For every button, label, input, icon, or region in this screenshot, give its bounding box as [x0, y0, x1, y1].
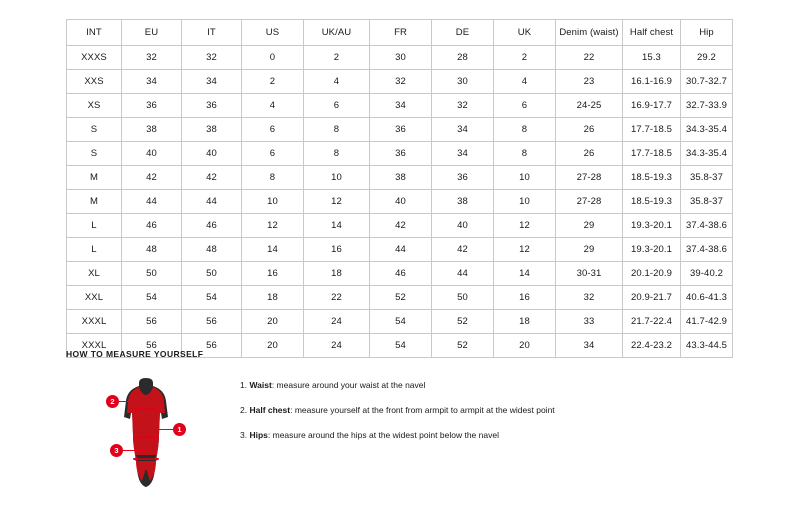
table-cell: 18 — [304, 262, 370, 286]
table-row — [67, 190, 733, 214]
table-cell: S — [67, 118, 122, 142]
table-row — [67, 142, 733, 166]
table-cell: XXXS — [67, 46, 122, 70]
table-cell: 8 — [304, 118, 370, 142]
measure-note-waist — [240, 379, 555, 392]
table-cell: 56 — [182, 334, 242, 358]
table-cell: 35.8-37 — [681, 190, 733, 214]
table-cell: 54 — [370, 310, 432, 334]
table-cell: 8 — [494, 142, 556, 166]
table-row — [67, 310, 733, 334]
table-cell: XXXL — [67, 310, 122, 334]
table-cell: 10 — [494, 166, 556, 190]
table-cell: 34 — [122, 70, 182, 94]
table-cell: 20 — [494, 334, 556, 358]
table-cell: 32 — [432, 94, 494, 118]
table-cell: 40 — [432, 214, 494, 238]
table-cell: M — [67, 166, 122, 190]
table-cell: 52 — [370, 286, 432, 310]
table-cell: 12 — [494, 214, 556, 238]
table-cell: 18.5-19.3 — [623, 190, 681, 214]
table-cell: 37.4-38.6 — [681, 238, 733, 262]
size-table-header — [67, 20, 733, 46]
badge-half-chest: 2 — [106, 395, 119, 408]
table-cell: 44 — [182, 190, 242, 214]
table-cell: 34 — [432, 118, 494, 142]
table-cell: 32.7-33.9 — [681, 94, 733, 118]
table-cell: 2 — [494, 46, 556, 70]
table-cell: 46 — [370, 262, 432, 286]
badge-waist: 1 — [173, 423, 186, 436]
size-table-container — [66, 19, 732, 358]
table-cell: 52 — [432, 310, 494, 334]
measure-section — [66, 349, 746, 494]
table-cell: 2 — [304, 46, 370, 70]
table-cell: 0 — [242, 46, 304, 70]
table-cell: XXS — [67, 70, 122, 94]
table-cell: L — [67, 238, 122, 262]
measure-body — [66, 369, 746, 494]
table-cell: 34 — [370, 94, 432, 118]
mannequin-figure — [86, 369, 206, 494]
table-row — [67, 238, 733, 262]
table-cell: 18.5-19.3 — [623, 166, 681, 190]
table-cell: 16 — [304, 238, 370, 262]
table-cell: 24 — [304, 310, 370, 334]
table-cell: 56 — [182, 310, 242, 334]
table-cell: 36 — [182, 94, 242, 118]
table-cell: 50 — [432, 286, 494, 310]
table-cell: 34.3-35.4 — [681, 118, 733, 142]
leader-line-hips — [123, 450, 145, 451]
table-cell: 29 — [556, 238, 623, 262]
column-header: Denim (waist) — [556, 20, 623, 46]
note-text: : measure around the hips at the widest point below the navel — [267, 430, 499, 440]
table-cell: 16.9-17.7 — [623, 94, 681, 118]
table-cell: 14 — [304, 214, 370, 238]
table-cell: 24 — [304, 334, 370, 358]
table-cell: 16.1-16.9 — [623, 70, 681, 94]
note-number: 3. — [240, 430, 248, 440]
note-text: : measure yourself at the front from armpit to armpit at the widest point — [290, 405, 555, 415]
table-cell: 17.7-18.5 — [623, 118, 681, 142]
table-cell: 32 — [182, 46, 242, 70]
table-cell: 20.9-21.7 — [623, 286, 681, 310]
table-cell: 18 — [494, 310, 556, 334]
column-header: Half chest — [623, 20, 681, 46]
table-cell: 8 — [494, 118, 556, 142]
table-cell: 4 — [242, 94, 304, 118]
table-cell: 23 — [556, 70, 623, 94]
table-cell: 20.1-20.9 — [623, 262, 681, 286]
table-cell: 34 — [556, 334, 623, 358]
table-cell: 52 — [432, 334, 494, 358]
table-cell: 15.3 — [623, 46, 681, 70]
table-cell: 42 — [370, 214, 432, 238]
size-table-body — [67, 46, 733, 358]
table-cell: 36 — [370, 118, 432, 142]
table-cell: 10 — [494, 190, 556, 214]
table-cell: 34.3-35.4 — [681, 142, 733, 166]
column-header: EU — [122, 20, 182, 46]
note-term: Waist — [249, 380, 272, 390]
table-cell: XXL — [67, 286, 122, 310]
table-cell: 36 — [432, 166, 494, 190]
table-cell: 30-31 — [556, 262, 623, 286]
table-cell: 30 — [432, 70, 494, 94]
table-cell: L — [67, 214, 122, 238]
table-cell: 56 — [122, 334, 182, 358]
measure-note-half-chest — [240, 404, 555, 417]
table-cell: 32 — [370, 70, 432, 94]
table-cell: 42 — [432, 238, 494, 262]
table-cell: 16 — [494, 286, 556, 310]
table-cell: S — [67, 142, 122, 166]
measure-notes — [240, 369, 555, 454]
table-cell: 2 — [242, 70, 304, 94]
measure-note-hips — [240, 429, 555, 442]
table-cell: 44 — [432, 262, 494, 286]
table-cell: 28 — [432, 46, 494, 70]
size-table — [66, 19, 733, 358]
table-cell: 22 — [556, 46, 623, 70]
table-cell: 40.6-41.3 — [681, 286, 733, 310]
table-cell: 54 — [182, 286, 242, 310]
table-row — [67, 70, 733, 94]
table-cell: 44 — [370, 238, 432, 262]
table-cell: 20 — [242, 334, 304, 358]
table-cell: 8 — [242, 166, 304, 190]
table-cell: 22.4-23.2 — [623, 334, 681, 358]
table-cell: 34 — [182, 70, 242, 94]
table-cell: 48 — [182, 238, 242, 262]
table-cell: 42 — [182, 166, 242, 190]
table-cell: 10 — [242, 190, 304, 214]
table-cell: 29.2 — [681, 46, 733, 70]
table-cell: 40 — [182, 142, 242, 166]
table-cell: 20 — [242, 310, 304, 334]
table-cell: 50 — [122, 262, 182, 286]
column-header: US — [242, 20, 304, 46]
note-term: Half chest — [249, 405, 291, 415]
table-cell: 38 — [182, 118, 242, 142]
table-cell: 38 — [370, 166, 432, 190]
table-cell: 38 — [432, 190, 494, 214]
table-cell: XS — [67, 94, 122, 118]
table-cell: 30.7-32.7 — [681, 70, 733, 94]
table-row — [67, 286, 733, 310]
leader-line-half-chest — [119, 401, 139, 402]
table-cell: 54 — [370, 334, 432, 358]
table-cell: 48 — [122, 238, 182, 262]
note-text: : measure around your waist at the navel — [271, 380, 426, 390]
column-header: INT — [67, 20, 122, 46]
table-cell: 4 — [304, 70, 370, 94]
table-cell: 14 — [242, 238, 304, 262]
table-cell: 27-28 — [556, 190, 623, 214]
table-cell: 39-40.2 — [681, 262, 733, 286]
table-row — [67, 166, 733, 190]
table-cell: 19.3-20.1 — [623, 238, 681, 262]
badge-hips: 3 — [110, 444, 123, 457]
note-term: Hips — [249, 430, 268, 440]
table-cell: 32 — [122, 46, 182, 70]
column-header: FR — [370, 20, 432, 46]
note-number: 1. — [240, 380, 248, 390]
table-cell: 12 — [304, 190, 370, 214]
table-cell: 27-28 — [556, 166, 623, 190]
table-cell: 44 — [122, 190, 182, 214]
measure-section-title: HOW TO MEASURE YOURSELF — [66, 349, 204, 359]
table-row — [67, 214, 733, 238]
table-cell: XXXL — [67, 334, 122, 358]
table-cell: 34 — [432, 142, 494, 166]
table-cell: 46 — [182, 214, 242, 238]
table-cell: 22 — [304, 286, 370, 310]
table-cell: 40 — [122, 142, 182, 166]
table-cell: 19.3-20.1 — [623, 214, 681, 238]
column-header: UK — [494, 20, 556, 46]
table-cell: 42 — [122, 166, 182, 190]
table-cell: 21.7-22.4 — [623, 310, 681, 334]
note-number: 2. — [240, 405, 248, 415]
table-cell: 37.4-38.6 — [681, 214, 733, 238]
table-cell: 8 — [304, 142, 370, 166]
table-cell: 12 — [494, 238, 556, 262]
column-header: UK/AU — [304, 20, 370, 46]
table-cell: 41.7-42.9 — [681, 310, 733, 334]
table-cell: 32 — [556, 286, 623, 310]
table-row — [67, 118, 733, 142]
table-cell: 29 — [556, 214, 623, 238]
column-header: IT — [182, 20, 242, 46]
table-cell: 43.3-44.5 — [681, 334, 733, 358]
table-cell: 50 — [182, 262, 242, 286]
table-cell: 18 — [242, 286, 304, 310]
table-cell: 46 — [122, 214, 182, 238]
table-cell: XL — [67, 262, 122, 286]
table-cell: 36 — [122, 94, 182, 118]
table-cell: 24-25 — [556, 94, 623, 118]
table-cell: 38 — [122, 118, 182, 142]
table-cell: 36 — [370, 142, 432, 166]
table-cell: 26 — [556, 118, 623, 142]
table-cell: M — [67, 190, 122, 214]
table-cell: 16 — [242, 262, 304, 286]
table-cell: 12 — [242, 214, 304, 238]
table-row — [67, 262, 733, 286]
mannequin-icon — [124, 377, 168, 489]
table-cell: 14 — [494, 262, 556, 286]
column-header: DE — [432, 20, 494, 46]
table-header-row — [67, 20, 733, 46]
table-cell: 35.8-37 — [681, 166, 733, 190]
table-cell: 56 — [122, 310, 182, 334]
table-cell: 6 — [494, 94, 556, 118]
table-cell: 6 — [242, 118, 304, 142]
table-cell: 6 — [304, 94, 370, 118]
leader-line-waist — [152, 429, 174, 430]
table-cell: 4 — [494, 70, 556, 94]
table-cell: 6 — [242, 142, 304, 166]
table-cell: 54 — [122, 286, 182, 310]
table-cell: 17.7-18.5 — [623, 142, 681, 166]
table-cell: 30 — [370, 46, 432, 70]
table-cell: 33 — [556, 310, 623, 334]
column-header: Hip — [681, 20, 733, 46]
table-row — [67, 94, 733, 118]
table-cell: 10 — [304, 166, 370, 190]
table-row — [67, 46, 733, 70]
table-cell: 26 — [556, 142, 623, 166]
table-cell: 40 — [370, 190, 432, 214]
